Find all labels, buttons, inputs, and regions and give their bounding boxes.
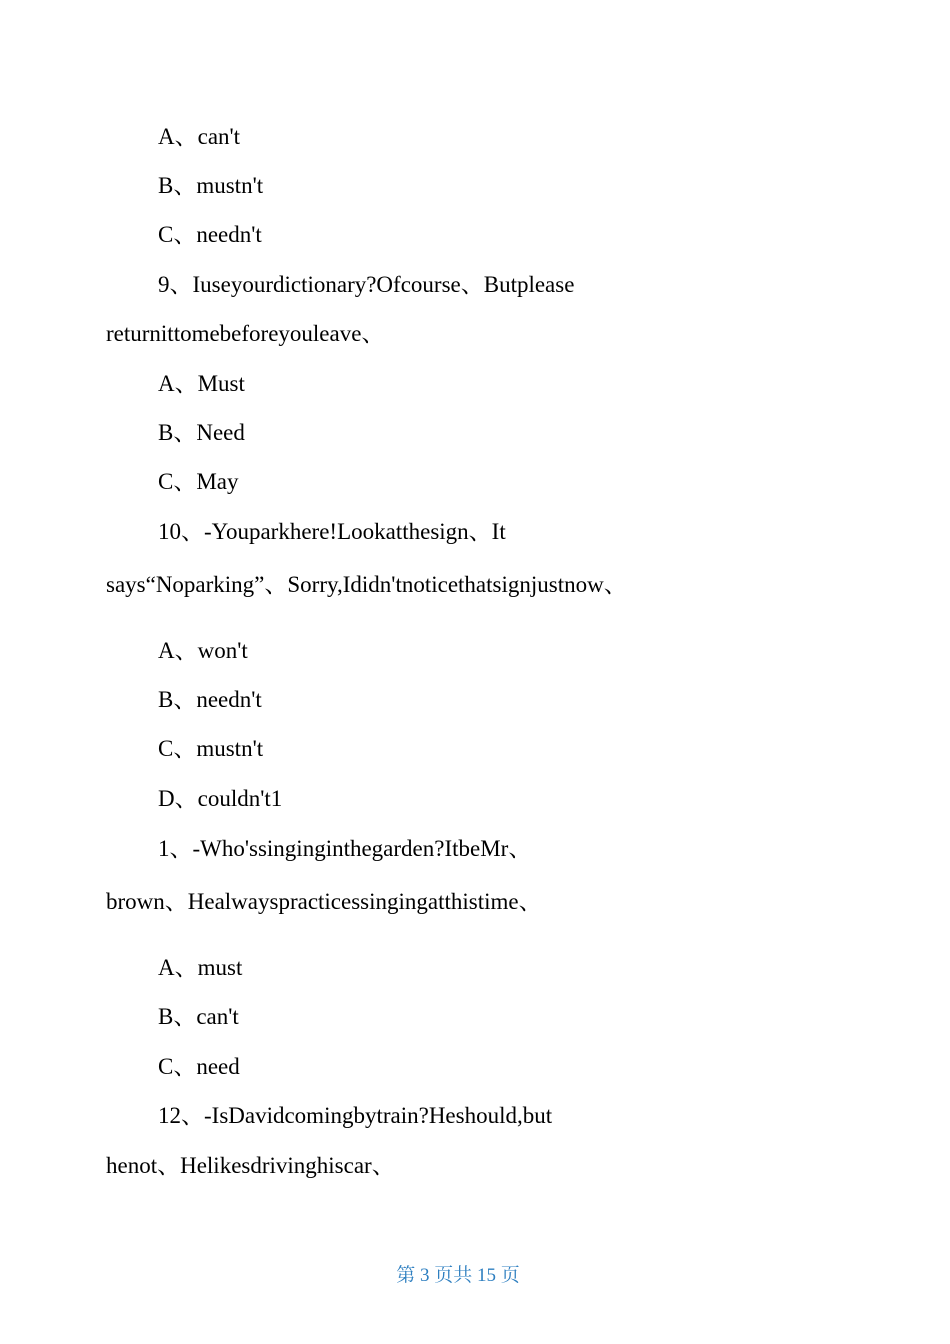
option-a-q10: A、won't xyxy=(158,638,248,663)
question-9-line-1: 9、Iuseyourdictionary?Ofcourse、Butplease xyxy=(158,272,575,297)
option-d-q10: D、couldn't1 xyxy=(158,786,283,811)
option-c-q10: C、mustn't xyxy=(158,736,264,761)
option-b-q8: B、mustn't xyxy=(158,173,264,198)
question-11-line-2: brown、Healwayspracticessingingatthistime、 xyxy=(106,889,542,914)
option-a-q9: A、Must xyxy=(158,371,245,396)
option-a-q8: A、can't xyxy=(158,124,241,149)
option-b-q11: B、can't xyxy=(158,1004,239,1029)
question-11-line-1: 1、-Who'ssinginginthegarden?ItbeMr、 xyxy=(158,836,532,861)
question-10-line-2: says“Noparking”、Sorry,Ididn'tnoticethatsignjustnow、 xyxy=(106,572,627,597)
option-a-q11: A、must xyxy=(158,955,243,980)
option-c-q8: C、needn't xyxy=(158,222,262,247)
question-12-line-1: 12、-IsDavidcomingbytrain?Heshould,but xyxy=(158,1103,553,1128)
option-b-q9: B、Need xyxy=(158,420,245,445)
option-b-q10: B、needn't xyxy=(158,687,262,712)
page-footer: 第 3 页共 15 页 xyxy=(396,1265,520,1286)
question-12-line-2: henot、Helikesdrivinghiscar、 xyxy=(106,1153,395,1178)
option-c-q9: C、May xyxy=(158,469,239,494)
option-c-q11: C、need xyxy=(158,1054,240,1079)
question-9-line-2: returnittomebeforeyouleave、 xyxy=(106,321,385,346)
question-10-line-1: 10、-Youparkhere!Lookatthesign、It xyxy=(158,519,506,544)
